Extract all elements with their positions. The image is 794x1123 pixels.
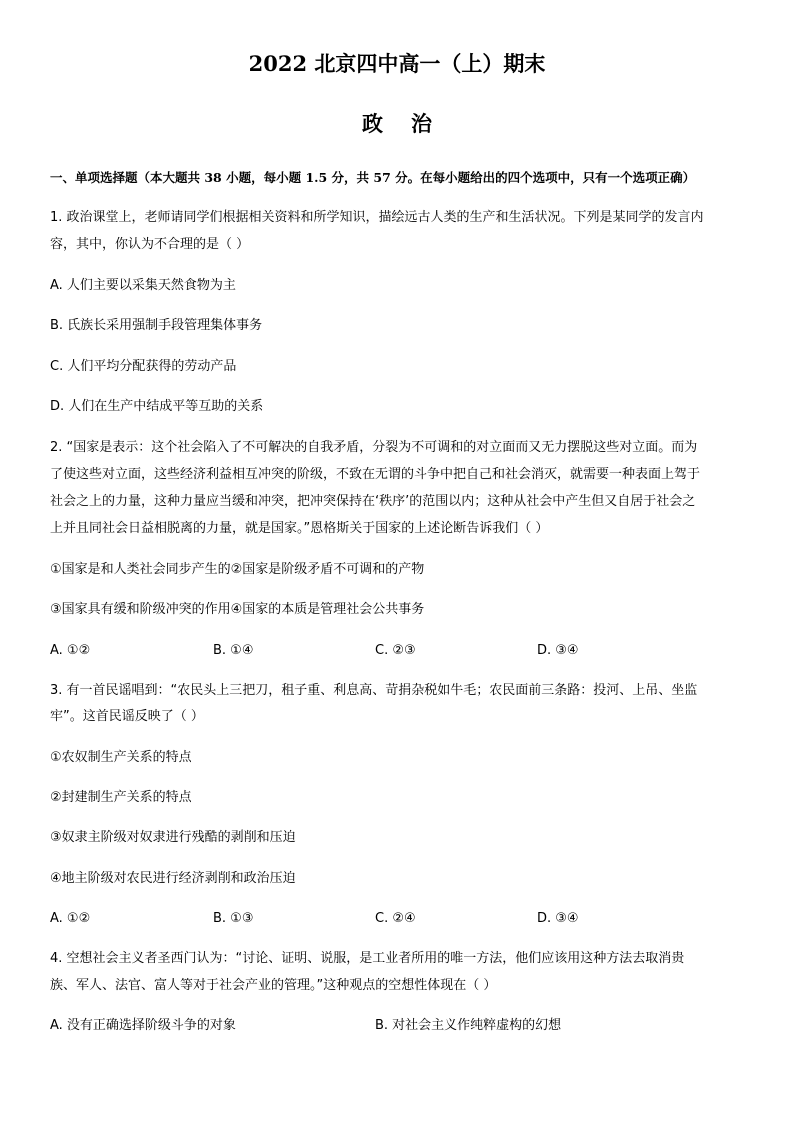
q2-option-c: C. ②③ xyxy=(375,643,416,658)
q1-option-d: D. 人们在生产中结成平等互助的关系 xyxy=(50,399,264,414)
q2-stem-line-1: 2. “国家是表示：这个社会陷入了不可解决的自我矛盾，分裂为不可调和的对立面而又无力摆脱这些对立面。而为 xyxy=(50,440,698,455)
q1-option-c: C. 人们平均分配获得的劳动产品 xyxy=(50,359,237,374)
q4-stem-line-1: 4. 空想社会主义者圣西门认为：“讨论、证明、说服，是工业者所用的唯一方法，他们应该用这种方法去取消贵 xyxy=(50,951,685,966)
q3-statement-2: ②封建制生产关系的特点 xyxy=(50,790,192,805)
q2-stem-line-2: 了使这些对立面，这些经济利益相互冲突的阶级，不致在无谓的斗争中把自己和社会消灭，就需要一种表面上驾于 xyxy=(50,467,701,482)
q3-statement-1: ①农奴制生产关系的特点 xyxy=(50,750,192,765)
q1-option-b: B. 氏族长采用强制手段管理集体事务 xyxy=(50,318,263,333)
q3-option-c: C. ②④ xyxy=(375,911,416,926)
q4-option-a: A. 没有正确选择阶级斗争的对象 xyxy=(50,1018,236,1033)
subject-heading: 政治 xyxy=(362,111,460,136)
q2-stem-line-3: 社会之上的力量，这种力量应当缓和冲突，把冲突保持在‘秩序’的范围以内；这种从社会中产生但又自居于社会之 xyxy=(50,494,696,509)
q2-statement-line-2: ③国家具有缓和阶级冲突的作用④国家的本质是管理社会公共事务 xyxy=(50,602,425,617)
q3-statement-3: ③奴隶主阶级对奴隶进行残酷的剥削和压迫 xyxy=(50,830,296,845)
q3-option-d: D. ③④ xyxy=(537,911,579,926)
q3-statement-4: ④地主阶级对农民进行经济剥削和政治压迫 xyxy=(50,871,296,886)
q2-statement-line-1: ①国家是和人类社会同步产生的②国家是阶级矛盾不可调和的产物 xyxy=(50,562,425,577)
q2-option-d: D. ③④ xyxy=(537,643,579,658)
q3-option-a: A. ①② xyxy=(50,911,91,926)
q4-option-b: B. 对社会主义作纯粹虚构的幻想 xyxy=(375,1018,562,1033)
q2-option-a: A. ①② xyxy=(50,643,91,658)
q2-option-b: B. ①④ xyxy=(213,643,254,658)
q2-stem-line-4: 上并且同社会日益相脱离的力量，就是国家。”恩格斯关于国家的上述论断告诉我们（ ） xyxy=(50,521,549,536)
q3-stem-line-1: 3. 有一首民谣唱到：“农民头上三把刀，租子重、利息高、苛捐杂税如牛毛；农民面前三条路：投河、上吊、坐监 xyxy=(50,683,698,698)
q3-option-b: B. ①③ xyxy=(213,911,254,926)
page-title: 2022 北京四中高一（上）期末 xyxy=(248,51,546,76)
q3-stem-line-2: 牢”。这首民谣反映了（ ） xyxy=(50,709,204,724)
section-header: 一、单项选择题（本大题共 38 小题，每小题 1.5 分，共 57 分。在每小题给出的四个选项中，只有一个选项正确） xyxy=(50,170,696,185)
q1-stem-line-2: 容，其中，你认为不合理的是（ ） xyxy=(50,237,250,252)
q1-stem-line-1: 1. 政治课堂上，老师请同学们根据相关资料和所学知识，描绘远古人类的生产和生活状况。下列是某同学的发言内 xyxy=(50,210,704,225)
q4-stem-line-2: 族、军人、法官、富人等对于社会产业的管理。”这种观点的空想性体现在（ ） xyxy=(50,978,497,993)
q1-option-a: A. 人们主要以采集天然食物为主 xyxy=(50,278,236,293)
